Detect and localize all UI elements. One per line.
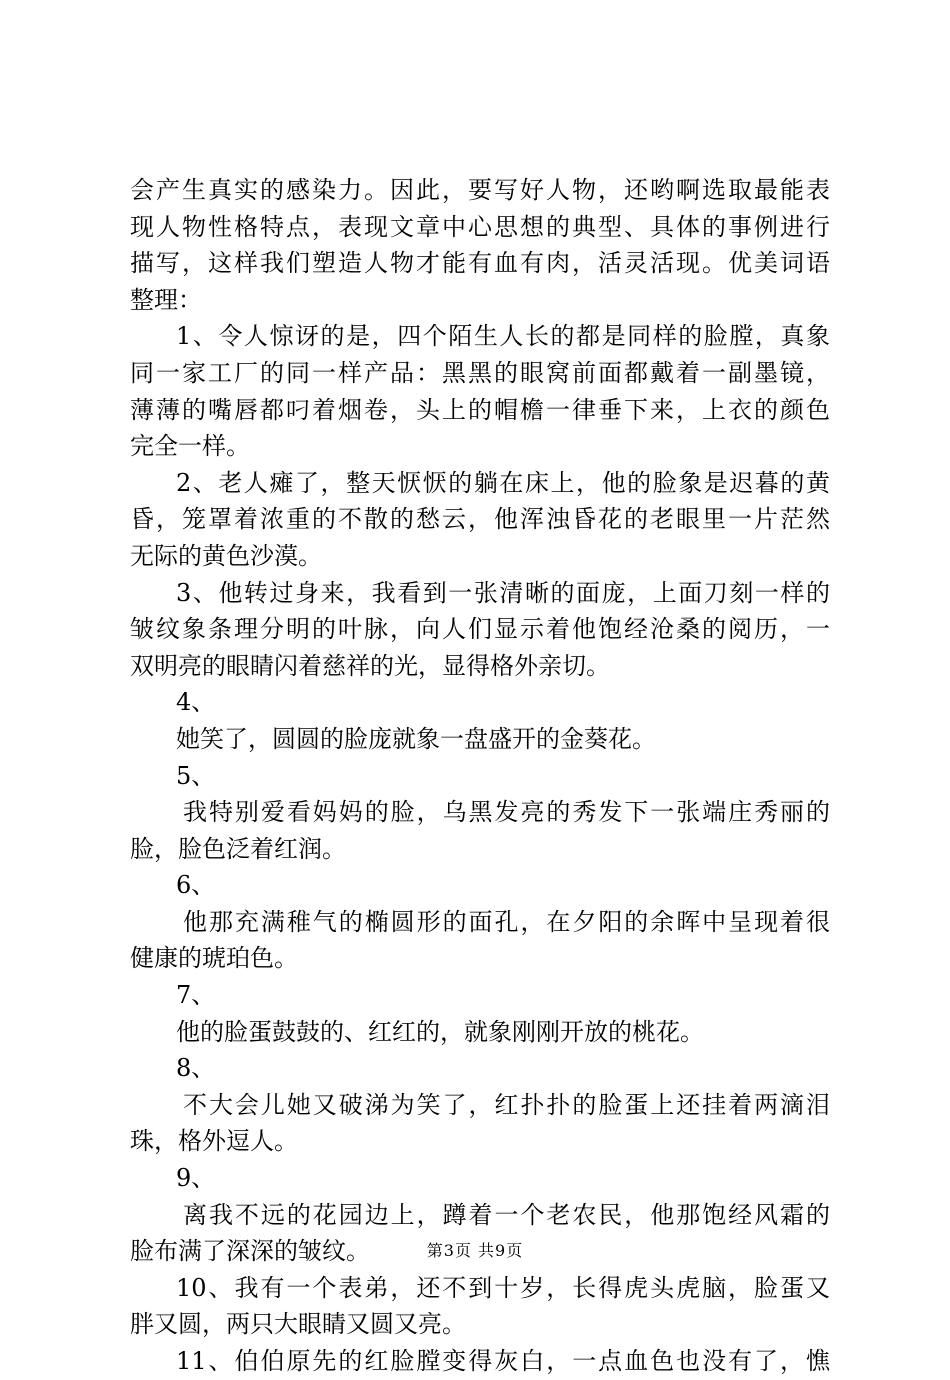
text-line: 10、我有一个表弟，还不到十岁，长得虎头虎脑，脸蛋又 <box>176 1273 830 1302</box>
text-line: 描写，这样我们塑造人物才能有血有肉，活灵活现。优美词语 <box>130 249 830 278</box>
text-line: 昏，笼罩着浓重的不散的愁云，他浑浊昏花的老眼里一片茫然 <box>130 505 830 534</box>
text-line: 11、伯伯原先的红脸膛变得灰白，一点血色也没有了，憔 <box>176 1347 830 1375</box>
text-line: 9、 <box>176 1164 216 1193</box>
text-line: 她笑了，圆圆的脸庞就象一盘盛开的金葵花。 <box>176 724 656 753</box>
text-line: 健康的琥珀色。 <box>130 944 298 973</box>
text-line: 8、 <box>176 1054 216 1083</box>
text-line: 6、 <box>176 871 216 900</box>
text-line: 整理： <box>130 285 202 314</box>
text-line: 1、令人惊讶的是，四个陌生人长的都是同样的脸膛，真象 <box>176 322 830 351</box>
text-line: 无际的黄色沙漠。 <box>130 541 322 570</box>
text-line: 他的脸蛋鼓鼓的、红红的，就象刚刚开放的桃花。 <box>176 1017 704 1046</box>
text-line: 不大会儿她又破涕为笑了，红扑扑的脸蛋上还挂着两滴泪 <box>183 1090 830 1119</box>
text-line: 5、 <box>176 761 216 790</box>
text-line: 我特别爱看妈妈的脸，乌黑发亮的秀发下一张端庄秀丽的 <box>183 798 830 827</box>
text-line: 同一家工厂的同一样产品：黑黑的眼窝前面都戴着一副墨镜， <box>130 358 830 387</box>
text-line: 2、老人瘫了，整天恹恹的躺在床上，他的脸象是迟暮的黄 <box>176 468 830 497</box>
page-number-footer: 第3页 共9页 <box>426 1241 524 1260</box>
text-line: 离我不远的花园边上，蹲着一个老农民，他那饱经风霜的 <box>183 1200 830 1229</box>
text-line: 双明亮的眼睛闪着慈祥的光，显得格外亲切。 <box>130 651 610 680</box>
text-line: 3、他转过身来，我看到一张清晰的面庞，上面刀刻一样的 <box>176 578 830 607</box>
text-line: 胖又圆，两只大眼睛又圆又亮。 <box>130 1310 466 1339</box>
text-line: 现人物性格特点，表现文章中心思想的典型、具体的事例进行 <box>130 212 830 241</box>
text-line: 会产生真实的感染力。因此，要写好人物，还哟啊选取最能表 <box>130 176 830 204</box>
text-line: 完全一样。 <box>130 432 250 461</box>
text-line: 他那充满稚气的椭圆形的面孔，在夕阳的余晖中呈现着很 <box>183 907 830 936</box>
text-line: 皱纹象条理分明的叶脉，向人们显示着他饱经沧桑的阅历，一 <box>130 615 830 644</box>
text-line: 4、 <box>176 688 216 717</box>
text-line: 珠，格外逗人。 <box>130 1127 298 1156</box>
text-line: 脸，脸色泛着红润。 <box>130 834 346 863</box>
text-line: 薄薄的嘴唇都叼着烟卷，头上的帽檐一律垂下来，上衣的颜色 <box>130 395 830 424</box>
text-line: 脸布满了深深的皱纹。 <box>130 1237 370 1266</box>
body-text <box>130 172 830 1380</box>
text-line: 7、 <box>176 981 216 1010</box>
